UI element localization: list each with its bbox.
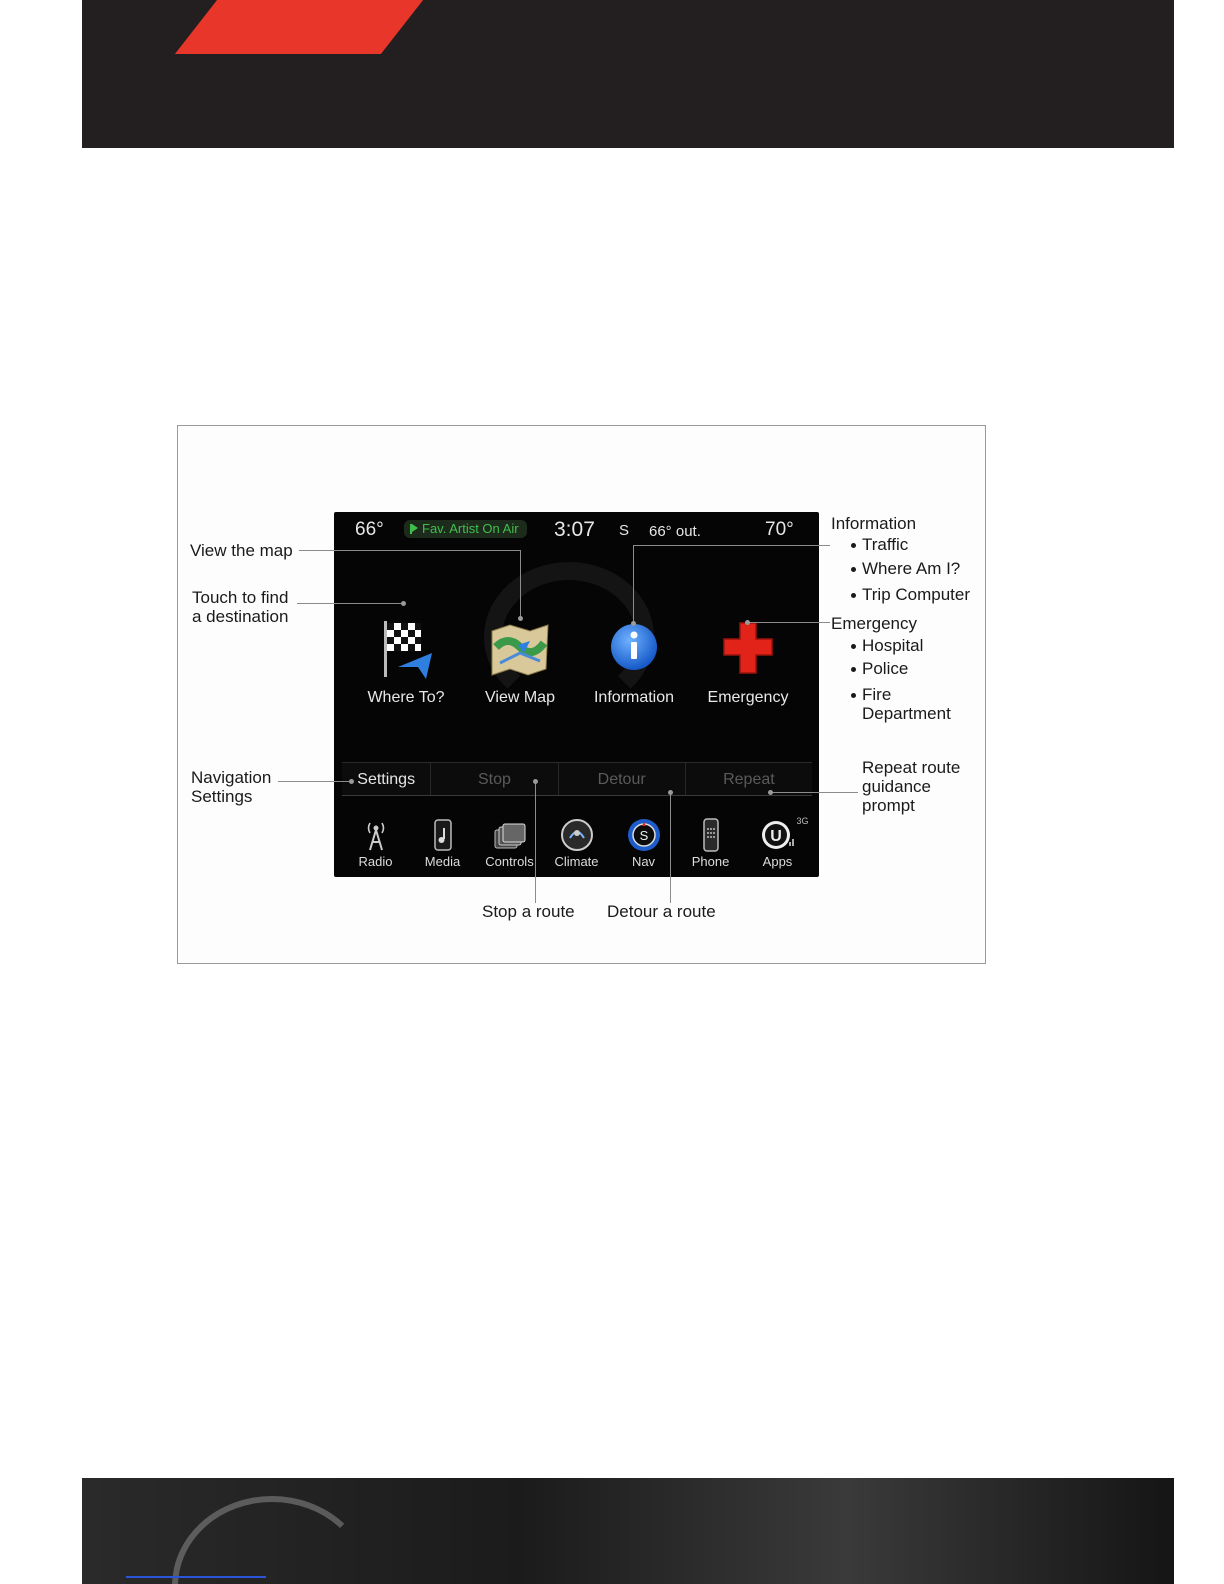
fav-artist-badge[interactable] (404, 520, 527, 538)
callout-line: guidance (862, 777, 932, 796)
leader-line (770, 792, 858, 793)
clock: 3:07 (554, 518, 595, 541)
dock-label: Climate (554, 854, 599, 869)
dock-nav[interactable] (613, 814, 675, 877)
callout-line: Touch to find (192, 588, 289, 607)
callout-find-destination (192, 588, 288, 626)
emergency-button[interactable] (693, 617, 803, 717)
header-band (82, 0, 1174, 148)
outside-temp: 66° out. (649, 523, 701, 540)
detour-button[interactable]: Detour (559, 763, 686, 795)
dock-label: Apps (762, 854, 793, 869)
leader-line (633, 545, 830, 546)
stop-button[interactable]: Stop (431, 763, 558, 795)
dock-controls[interactable] (479, 814, 541, 877)
radio-tower-icon (359, 818, 393, 852)
callout-repeat-route (862, 758, 960, 815)
svg-text:U: U (769, 828, 782, 845)
callout-information-title: Information (831, 514, 917, 533)
controls-icon (493, 818, 527, 852)
tile-label: View Map (485, 689, 555, 706)
callout-line: prompt (862, 796, 915, 815)
map-icon (490, 617, 550, 679)
status-bar (334, 512, 819, 548)
leader-line (747, 622, 830, 623)
bullet-item: Trip Computer (850, 585, 970, 604)
leader-dot (533, 779, 538, 784)
dock-label: Media (424, 854, 461, 869)
dock-radio[interactable] (345, 814, 407, 877)
route-bar (342, 762, 812, 796)
apps-icon (761, 818, 795, 852)
callout-line: Repeat route (862, 758, 961, 777)
tile-label: Where To? (367, 689, 445, 706)
callout-detour-route: Detour a route (607, 902, 716, 921)
callout-navigation-settings (191, 768, 271, 806)
svg-text:S: S (639, 828, 648, 843)
callout-line: Settings (191, 787, 253, 806)
compass-heading: S (619, 522, 630, 539)
callout-emergency-title: Emergency (831, 614, 917, 633)
leader-line (520, 550, 521, 618)
dock-apps[interactable] (747, 814, 809, 877)
leader-dot (745, 620, 750, 625)
dock-media[interactable] (412, 814, 474, 877)
leader-dot (668, 790, 673, 795)
dock-label: Phone (691, 854, 730, 869)
footer-arc (172, 1496, 372, 1584)
touchscreen (334, 512, 819, 877)
tile-label: Information (593, 689, 675, 706)
info-icon (604, 617, 664, 679)
repeat-button[interactable]: Repeat (723, 771, 775, 788)
settings-button[interactable]: Settings (342, 763, 431, 795)
bullet-item: Fire (850, 685, 891, 704)
bullet-item-continuation: Department (862, 704, 951, 723)
information-button[interactable] (579, 617, 689, 717)
phone-icon (694, 818, 728, 852)
dock-label: Radio (358, 854, 393, 869)
checkered-flag-icon (376, 617, 436, 679)
dock-label: Controls (485, 854, 534, 869)
leader-line (633, 545, 634, 623)
view-map-button[interactable] (465, 617, 575, 717)
callout-view-map: View the map (190, 541, 293, 560)
red-cross-icon (718, 617, 778, 679)
driver-temp: 66° (355, 519, 384, 540)
bullet-item: Hospital (850, 636, 923, 655)
leader-line (297, 603, 403, 604)
media-note-icon (426, 818, 460, 852)
callout-stop-route: Stop a route (482, 902, 575, 921)
apps-3g-badge: 3G (796, 816, 809, 826)
footer-photo-band (82, 1478, 1174, 1584)
footer-link-underline (126, 1576, 266, 1578)
nav-compass-icon (627, 818, 661, 852)
leader-line (299, 550, 520, 551)
bullet-item: Where Am I? (850, 559, 960, 578)
callout-line: Navigation (191, 768, 272, 787)
fav-artist-label: Fav. Artist On Air (422, 521, 519, 536)
leader-line (535, 781, 536, 903)
leader-dot (768, 790, 773, 795)
bullet-item: Police (850, 659, 908, 678)
flag-icon (410, 524, 418, 534)
dock-label: Nav (631, 854, 656, 869)
passenger-temp: 70° (765, 519, 794, 540)
dock-climate[interactable] (546, 814, 608, 877)
leader-dot (518, 616, 523, 621)
dock-phone[interactable] (680, 814, 742, 877)
leader-line (278, 781, 351, 782)
where-to-button[interactable] (351, 617, 461, 717)
bullet-item: Traffic (850, 535, 908, 554)
leader-dot (631, 621, 636, 626)
leader-line (670, 792, 671, 903)
leader-dot (401, 601, 406, 606)
climate-icon (560, 818, 594, 852)
callout-line: a destination (192, 607, 289, 626)
leader-dot (349, 779, 354, 784)
app-dock (334, 814, 819, 877)
tile-label: Emergency (707, 689, 789, 706)
